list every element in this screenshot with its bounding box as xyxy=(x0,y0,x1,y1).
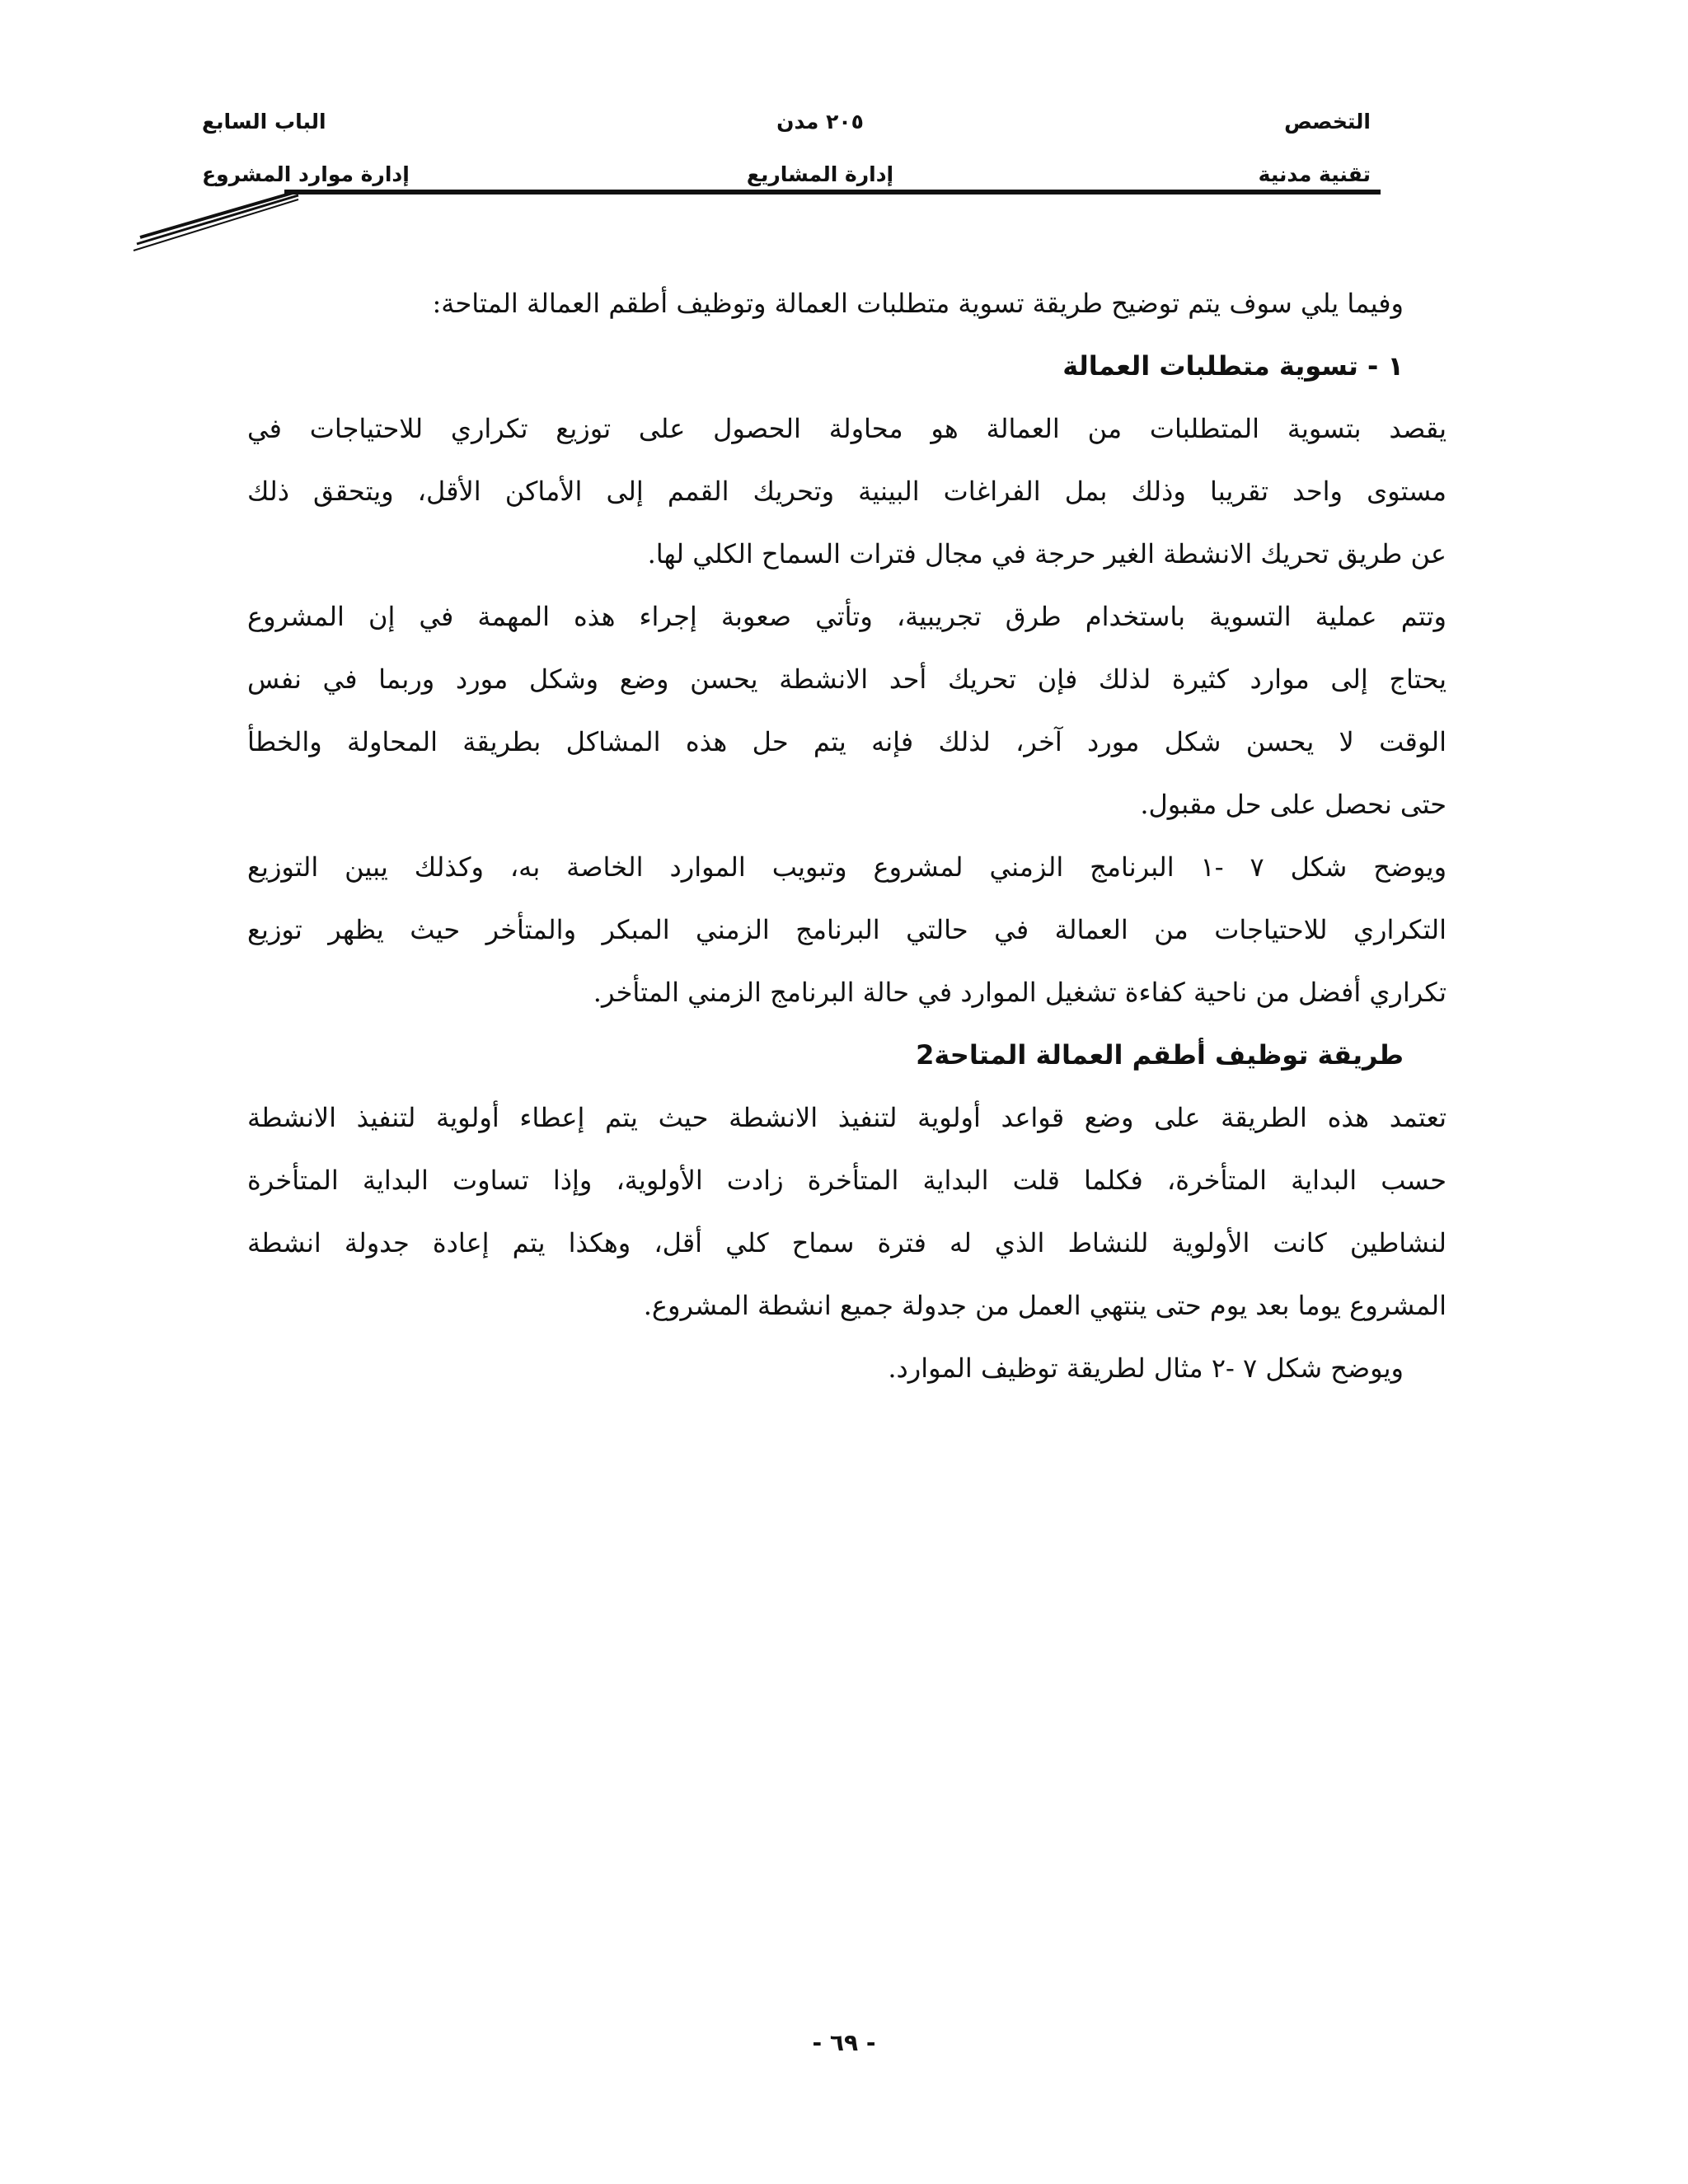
intro-paragraph: وفيما يلي سوف يتم توضيح طريقة تسوية متطلبات العمالة وتوظيف أطقم العمالة المتاحة: xyxy=(432,288,1404,319)
paragraph-line: المشروع يوما بعد يوم حتى ينتهي العمل من جدولة جميع انشطة المشروع. xyxy=(643,1290,1447,1321)
paragraph-line: تكراري أفضل من ناحية كفاءة تشغيل الموارد في حالة البرنامج الزمني المتأخر. xyxy=(593,977,1447,1008)
paragraph-line: لنشاطين كانت الأولوية للنشاط الذي له فترة سماح كلي أقل، وهكذا يتم إعادة جدولة انشطة xyxy=(247,1227,1447,1258)
paragraph-line: حسب البداية المتأخرة، فكلما قلت البداية المتأخرة زادت الأولوية، وإذا تساوت البداية المتأخرة xyxy=(247,1165,1447,1196)
header-specialty-label: التخصص xyxy=(1284,110,1371,134)
header-rule-flourish xyxy=(124,188,301,262)
paragraph-line: مستوى واحد تقريبا وذلك بمل الفراغات البينية وتحريك القمم إلى الأماكن الأقل، ويتحقق ذلك xyxy=(247,476,1447,507)
header-chapter-title: إدارة موارد المشروع xyxy=(202,162,410,186)
paragraph-line: عن طريق تحريك الانشطة الغير حرجة في مجال فترات السماح الكلي لها. xyxy=(647,538,1447,569)
paragraph-line: الوقت لا يحسن شكل مورد آخر، لذلك فإنه يتم حل هذه المشاكل بطريقة المحاولة والخطأ xyxy=(247,726,1447,757)
header-chapter-label: الباب السابع xyxy=(202,110,326,134)
paragraph-line: ويوضح شكل ٧ -١ البرنامج الزمني لمشروع وتبويب الموارد الخاصة به، وكذلك يبين التوزيع xyxy=(247,851,1447,883)
header-rule xyxy=(284,190,1381,194)
paragraph-line: حتى نحصل على حل مقبول. xyxy=(1140,789,1447,820)
paragraph-line: يحتاج إلى موارد كثيرة لذلك فإن تحريك أحد الانشطة يحسن وضع وشكل مورد وربما في نفس xyxy=(247,663,1447,695)
page-number: - ٦٩ - xyxy=(812,2029,876,2056)
paragraph-line: تعتمد هذه الطريقة على وضع قواعد أولوية لتنفيذ الانشطة حيث يتم إعطاء أولوية لتنفيذ الانشطة xyxy=(247,1102,1447,1133)
paragraph-line: التكراري للاحتياجات من العمالة في حالتي البرنامج الزمني المبكر والمتأخر حيث يظهر توزيع xyxy=(247,914,1447,945)
section-heading-2: طريقة توظيف أطقم العمالة المتاحة2 xyxy=(916,1039,1404,1071)
header-course-name: إدارة المشاريع xyxy=(746,162,894,186)
closing-paragraph: ويوضح شكل ٧ -٢ مثال لطريقة توظيف الموارد. xyxy=(888,1352,1404,1384)
paragraph-line: وتتم عملية التسوية باستخدام طرق تجريبية، وتأتي صعوبة إجراء هذه المهمة في إن المشروع xyxy=(247,601,1447,632)
header-course-code: ٢٠٥ مدن xyxy=(776,110,864,134)
paragraph-line: يقصد بتسوية المتطلبات من العمالة هو محاولة الحصول على توزيع تكراري للاحتياجات في xyxy=(247,413,1447,444)
section-heading-1: ١ - تسوية متطلبات العمالة xyxy=(1062,350,1404,382)
body-text xyxy=(247,272,1447,1399)
header-specialty-value: تقنية مدنية xyxy=(1258,162,1371,186)
